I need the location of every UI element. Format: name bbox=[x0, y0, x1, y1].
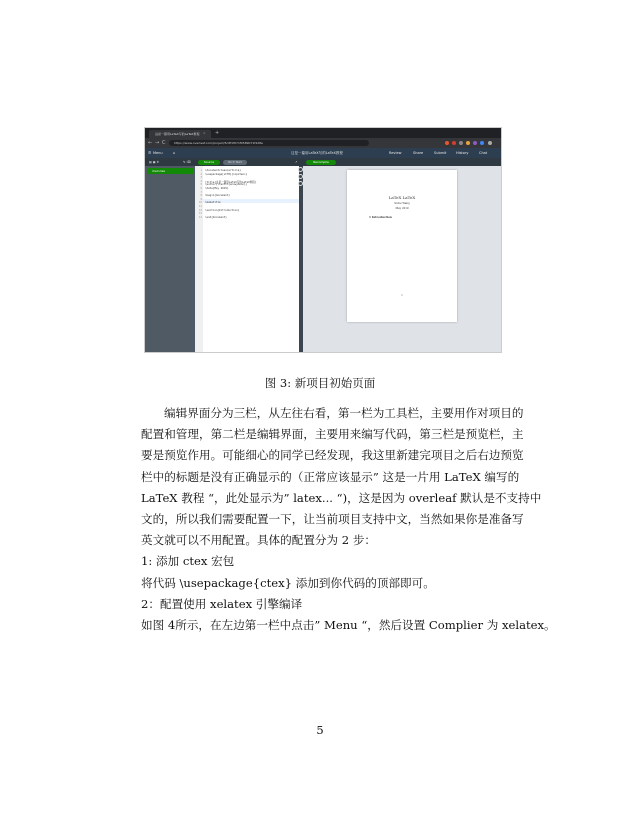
body-paragraph bbox=[141, 403, 556, 636]
code-line[interactable]: \usepackage[utf8]{inputenc} bbox=[205, 172, 248, 176]
extension-icon[interactable] bbox=[445, 141, 449, 145]
body-line: 要是预览作用。可能细心的同学已经发现，我这里新建完项目之后右边预览 bbox=[141, 448, 524, 463]
line-number: 4 bbox=[200, 179, 202, 183]
recompile-button[interactable]: Recompile bbox=[306, 160, 336, 165]
browser-tab[interactable] bbox=[149, 130, 211, 138]
menu-button[interactable]: Menu bbox=[153, 151, 163, 155]
pdf-page-number: 1 bbox=[401, 294, 403, 297]
body-line: 英文就可以不用配置。具体的配置分为 2 步： bbox=[141, 533, 377, 548]
close-icon[interactable]: × bbox=[203, 131, 206, 135]
line-gutter bbox=[195, 166, 203, 352]
line-number: 13 bbox=[198, 212, 202, 216]
line-number: 8 bbox=[200, 194, 202, 198]
body-line: 2：配置使用 xelatex 引擎编译 bbox=[141, 596, 303, 611]
code-editor[interactable] bbox=[195, 166, 299, 352]
kebab-menu-icon[interactable] bbox=[488, 141, 492, 145]
figure-screenshot bbox=[145, 128, 501, 352]
code-line[interactable]: \begin{document} bbox=[205, 194, 230, 198]
home-icon[interactable]: ⌂ bbox=[173, 151, 176, 155]
line-number: 2 bbox=[200, 172, 202, 176]
file-tree-item-main[interactable]: main.tex bbox=[147, 168, 193, 174]
pdf-preview-pane[interactable] bbox=[303, 166, 501, 352]
figure-caption: 图 3: 新项目初始页面 bbox=[264, 376, 376, 390]
line-number: 9 bbox=[200, 197, 202, 201]
source-toggle[interactable]: Source bbox=[198, 160, 220, 165]
extension-icon[interactable] bbox=[466, 141, 470, 145]
code-line[interactable]: \author{\texttt{snowymoon}} bbox=[205, 183, 248, 187]
rich-text-toggle[interactable]: Rich Text bbox=[223, 160, 247, 165]
code-line[interactable]: \end{document} bbox=[205, 215, 227, 219]
pdf-title: LaTeX LaTeX bbox=[388, 195, 416, 200]
menu-icon[interactable]: ☰ bbox=[148, 151, 152, 155]
reload-icon[interactable]: C bbox=[162, 140, 166, 146]
line-number: 11 bbox=[198, 205, 202, 208]
new-tab-icon[interactable]: + bbox=[215, 130, 220, 136]
new-file-icon[interactable]: ▤ ▣ ⬆ bbox=[149, 160, 160, 164]
overleaf-header bbox=[145, 148, 501, 158]
review-button[interactable]: Review bbox=[389, 151, 402, 155]
line-number: 6 bbox=[200, 187, 202, 190]
browser-address-bar bbox=[145, 138, 501, 148]
body-line: 配置和管理，第二栏是编辑界面，主要用来编写代码，第三栏是预览栏，主 bbox=[141, 427, 524, 442]
file-tree-sidebar bbox=[145, 166, 195, 352]
code-line[interactable]: \date{May 2019} bbox=[205, 187, 229, 190]
edit-icon[interactable]: ✎ ⌫ bbox=[183, 160, 191, 164]
history-button[interactable]: History bbox=[456, 151, 469, 155]
extension-icon[interactable] bbox=[459, 141, 463, 145]
line-number: 10 bbox=[198, 201, 202, 205]
project-title[interactable]: 这是一篇用LaTeX写的LaTeX教程 bbox=[291, 151, 343, 155]
pdf-author: Siche Wang bbox=[394, 202, 410, 205]
browser-tab-title: 这是一篇用LaTeX写的LaTeX教程 bbox=[155, 132, 200, 136]
back-icon[interactable]: ← bbox=[148, 140, 153, 146]
chat-button[interactable]: Chat bbox=[479, 151, 488, 155]
line-number: 7 bbox=[200, 190, 202, 194]
editor-toolbar bbox=[145, 158, 501, 166]
browser-tab-bar bbox=[145, 128, 501, 138]
expand-icon[interactable]: ↗ bbox=[295, 160, 298, 164]
code-line[interactable]: \maketitle bbox=[205, 201, 221, 205]
body-line: 1: 添加 ctex 宏包 bbox=[141, 554, 235, 569]
forward-icon[interactable]: → bbox=[155, 140, 160, 146]
line-number: 1 bbox=[200, 169, 202, 172]
page-number: 5 bbox=[316, 723, 324, 737]
code-line[interactable]: \title{这是一篇用LaTeX写的LaTeX教程} bbox=[205, 180, 257, 184]
code-line[interactable]: \documentclass{article} bbox=[205, 169, 241, 172]
line-number: 5 bbox=[200, 183, 202, 187]
line-number: 3 bbox=[200, 176, 202, 180]
pdf-date: May 2019 bbox=[395, 207, 409, 210]
profile-avatar-icon[interactable] bbox=[480, 141, 484, 145]
submit-button[interactable]: Submit bbox=[434, 151, 447, 155]
body-line: 如图 4所示，在左边第一栏中点击” Menu “，然后设置 Complier 为 xelatex。 bbox=[141, 618, 556, 633]
url-input[interactable]: https://www.overleaf.com/project/5c8f1f071f0589071f2d8e bbox=[169, 140, 369, 146]
line-number: 12 bbox=[198, 208, 202, 212]
code-line[interactable]: \section{Introduction} bbox=[205, 208, 240, 212]
pdf-page bbox=[347, 170, 457, 322]
line-number: 14 bbox=[198, 215, 202, 219]
extension-icon[interactable] bbox=[473, 141, 477, 145]
body-line: LaTeX 教程 “，此处显示为” latex... “)，这是因为 overleaf 默认是不支持中 bbox=[141, 490, 542, 505]
share-button[interactable]: Share bbox=[413, 151, 424, 155]
body-line: 栏中的标题是没有正确显示的（正常应该显示” 这是一片用 LaTeX 编写的 bbox=[141, 469, 520, 484]
body-line: 将代码 \usepackage{ctex} 添加到你代码的顶部即可。 bbox=[141, 575, 435, 590]
body-line: 编辑界面分为三栏，从左往右看，第一栏为工具栏，主要用作对项目的 bbox=[164, 406, 524, 420]
extension-icon[interactable] bbox=[452, 141, 456, 145]
pdf-section-heading: 1 Introduction bbox=[369, 215, 392, 219]
body-line: 文的，所以我们需要配置一下，让当前项目支持中文，当然如果你是准备写 bbox=[141, 512, 524, 527]
